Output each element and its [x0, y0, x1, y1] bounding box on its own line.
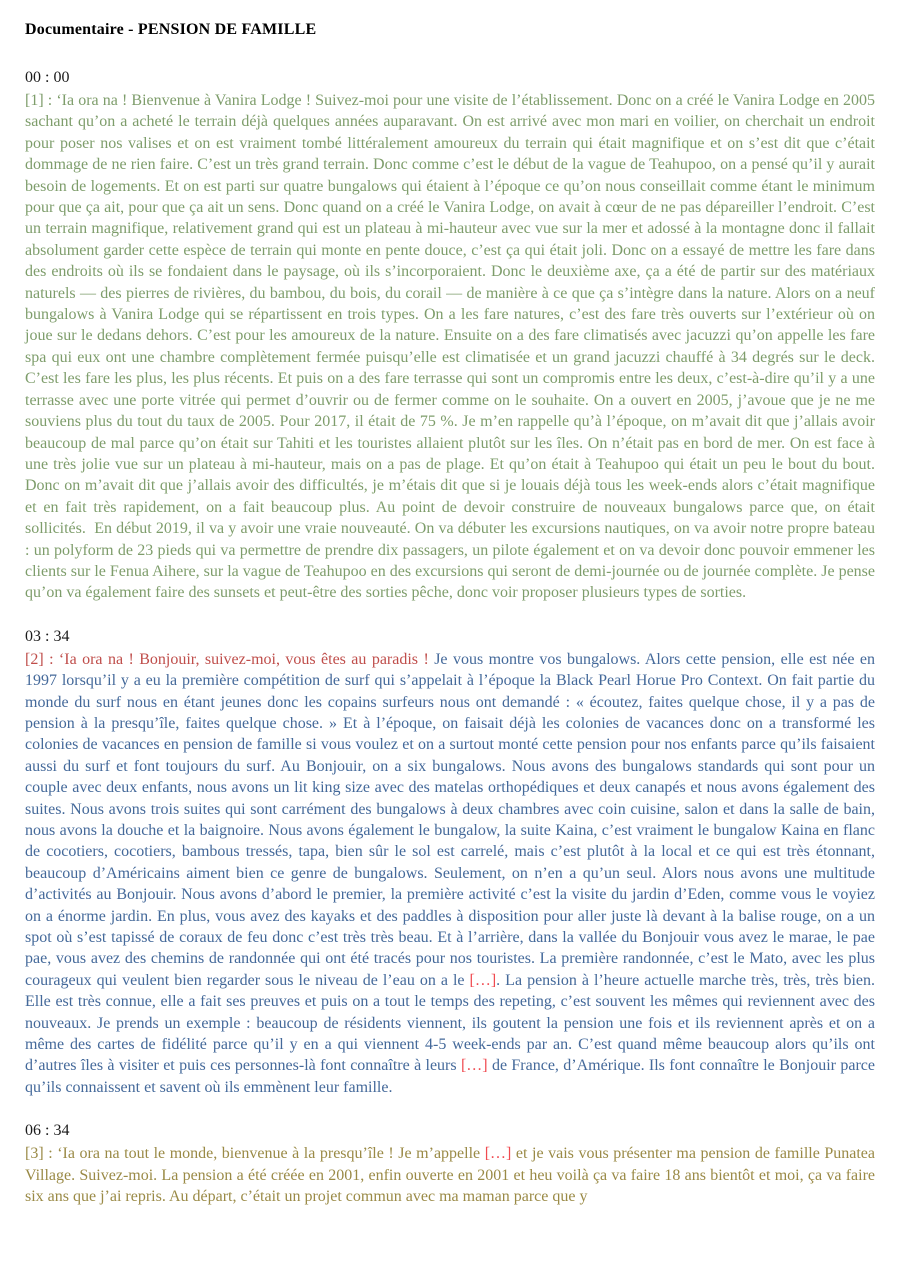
transcript-segment: [2] : ‘Ia ora na ! Bonjouir, suivez-moi, vous êtes au paradis ! — [25, 650, 435, 668]
redacted-marker: […] — [460, 1057, 488, 1075]
redacted-marker: […] — [469, 971, 497, 989]
transcript-segment: Je vous montre vos bungalows. Alors cette pension, elle est née en 1997 lorsqu’il y a eu la première compétition de surf qui s’appelait à l’époque la Black Pearl Horue Pro Context. On fait partie du monde du surf nous en étant jeunes donc les copains surfeurs nous ont demandé : « écoutez, faites quelque chose, il y a pas de pension à la presqu’île, faites quelque chose. » Et à l’époque, on faisait déjà les colonies de vacances donc on a transformé les colonies de vacances en pension de famille si vous voulez et on a surtout monté cette pension pour nos enfants parce qu’ils faisaient aussi du surf et font toujours du surf. Au Bonjouir, on a six bungalows. Nous avons des bungalows standards qui sont pour un couple avec deux enfants, nous avons un lit king size avec des matelas orthopédiques et deux canapés et nous avons également des suites. Nous avons trois suites qui sont carrément des bungalows à deux chambres avec coin cuisine, salon et dans la salle de bain, nous avons la douche et la baignoire. Nous avons également le bungalow, la suite Kaina, c’est vraiment le bungalow Kaina en flanc de cocotiers, cocotiers, bambous tressés, tapa, bien sûr le sol est carrelé, mais c’est plutôt à la local et ce qui est très étonnant, beaucoup d’Américains aiment bien ce genre de bungalows. Seulement, on n’en a qu’un seul. Alors nous avons une multitude d’activités au Bonjouir. Nous avons d’abord le premier, la première activité c’est la visite du jardin d’Eden, comme vous le voyiez on a énorme jardin. En plus, vous avez des kayaks et des paddles à disposition pour aller juste là devant à la balise rouge, on a un spot où s’est tapissé de coraux de feu donc c’est très très beau. Et à l’arrière, dans la vallée du Bonjouir vous avez le marae, le pae pae, vous avez des chemins de randonnée qui ont été tracés pour nos touristes. La première randonnée, c’est le Mato, avec les plus courageux qui veulent bien regarder sous le niveau de l’eau on a le — [25, 650, 880, 989]
document-title: Documentaire - PENSION DE FAMILLE — [25, 21, 317, 38]
timestamp: 06 : 34 — [25, 1122, 70, 1140]
transcript-segment: et je vais vous présenter ma pension de famille Punatea Village. Suivez-moi. La pension a été créée en 2001, enfin ouverte en 2001 et heu voilà ça va faire 18 ans bientôt et moi, ça va faire six ans que j’ai repris. Au départ, c’était un projet commun avec ma maman parce que y — [25, 1145, 879, 1206]
transcript-segment: de France, d’Amérique. Ils font connaître le Bonjouir parce qu’ils connaissent et savent où ils emmènent leur famille. — [25, 1057, 879, 1096]
transcript-paragraph — [25, 1143, 879, 1207]
transcript-segment: [1] : ‘Ia ora na ! Bienvenue à Vanira Lodge ! Suivez-moi pour une visite de l’établissement. Donc on a créé le Vanira Lodge en 2005 sachant qu’on a acheté le terrain déjà quelques années auparavant. On est arrivé avec mon mari en voilier, on cherchait un endroit pour poser nos valises et on est vraiment tombé littéralement amoureux du terrain qui était magnifique et on s’est dit que c’était dommage de ne rien faire. C’est un très grand terrain. Donc comme c’est le début de la vague de Teahupoo, on a pensé qu’il y aurait besoin de logements. Et on est parti sur quatre bungalows qui étaient à l’époque ce qu’on nous conseillait comme étant le minimum pour que ça ait, pour que ça ait un sens. Donc quand on a créé le Vanira Lodge, on avait à cœur de ne pas dépareiller l’endroit. C’est un terrain magnifique, relativement grand qui est un plateau à mi-hauteur avec vue sur la mer et adossé à la montagne donc il fallait absolument garder cette espèce de terrain qui monte en pente douce, c’est ça qui était joli. Donc on a essayé de mettre les fare dans des endroits où ils se fondaient dans le paysage, où ils s’incorporaient. Donc le deuxième axe, ça a été de partir sur des matériaux naturels — des pierres de rivières, du bambou, du bois, du corail — de manière à ce que ça s’intègre dans la nature. Alors on a neuf bungalows à Vanira Lodge qui se répartissent en trois types. On a les fare natures, c’est des fare très ouverts sur l’extérieur où on joue sur le dedans dehors. C’est pour les amoureux de la nature. Ensuite on a des fare climatisés avec jacuzzi qu’on appelle les fare spa qui eux ont une chambre complètement fermée puisqu’elle est climatisée et un grand jacuzzi chauffé à 34 degrés sur le deck. C’est les fare les plus, les plus récents. Et puis on a des fare terrasse qui sont un compromis entre les deux, c’est-à-dire qu’il y a une terrasse avec une porte vitrée qui permet d’ouvrir ou de fermer comme on le souhaite. On a ouvert en 2005, j’avoue que je ne me souviens plus du tout du taux de 2005. Pour 2017, il était de 75 %. Je m’en rappelle qu’à l’époque, on m’avait dit que j’allais avoir beaucoup de mal parce qu’on était sur Tahiti et les touristes allaient plutôt sur les îles. On n’était pas en bord de mer. On est face à une très jolie vue sur un plateau à mi-hauteur, mais on a pas de plage. Et qu’on était à Teahupoo qui était un peu le bout du bout. Donc on m’avait dit que j’allais avoir des difficultés, je m’étais dit que si je louais déjà tous les week-ends alors c’était magnifique et en fait très rapidement, on a fait beaucoup plus. Au point de devoir construire de nouveaux bungalows parce que, on était sollicités. En début 2019, il va y avoir une vraie nouveauté. On va débuter les excursions nautiques, on va avoir notre propre bateau : un polyform de 23 pieds qui va permettre de prendre dix passagers, un pilote également et on va devoir donc pouvoir emmener les clients sur le Fenua Aihere, sur la vague de Teahupoo en des excursions qui seront de demi-journée ou de journée complète. Je pense qu’on va également faire des sunsets et peut-être des sorties pêche, donc voir proposer plusieurs types de sorties. — [25, 92, 879, 602]
transcript-section — [25, 1120, 879, 1207]
transcript-paragraph — [25, 90, 879, 604]
transcript-segment: [3] : ‘Ia ora na tout le monde, bienvenue à la presqu’île ! Je m’appelle — [25, 1145, 485, 1163]
transcript-sections — [25, 67, 880, 1208]
transcript-section — [25, 67, 879, 604]
transcript-segment: . La pension à l’heure actuelle marche très, très, très bien. Elle est très connue, elle a fait ses preuves et puis on a tout le temps des repeting, c’est souvent les mêmes qui reviennent avec des nouveaux. Je prends un exemple : beaucoup de résidents viennent, ils goutent la pension une fois et ils reviennent après et on a même des cartes de fidélité parce qu’il y en a qui viennent 4-5 week-ends par an. C’est quand même beaucoup alors qu’ils ont d’autres îles à visiter et puis ces personnes-là font connaître à leurs — [25, 971, 879, 1075]
transcript-section — [25, 626, 880, 1099]
transcript-paragraph — [25, 649, 880, 1099]
timestamp: 03 : 34 — [25, 627, 70, 645]
redacted-marker: […] — [484, 1145, 512, 1163]
timestamp: 00 : 00 — [25, 69, 70, 86]
